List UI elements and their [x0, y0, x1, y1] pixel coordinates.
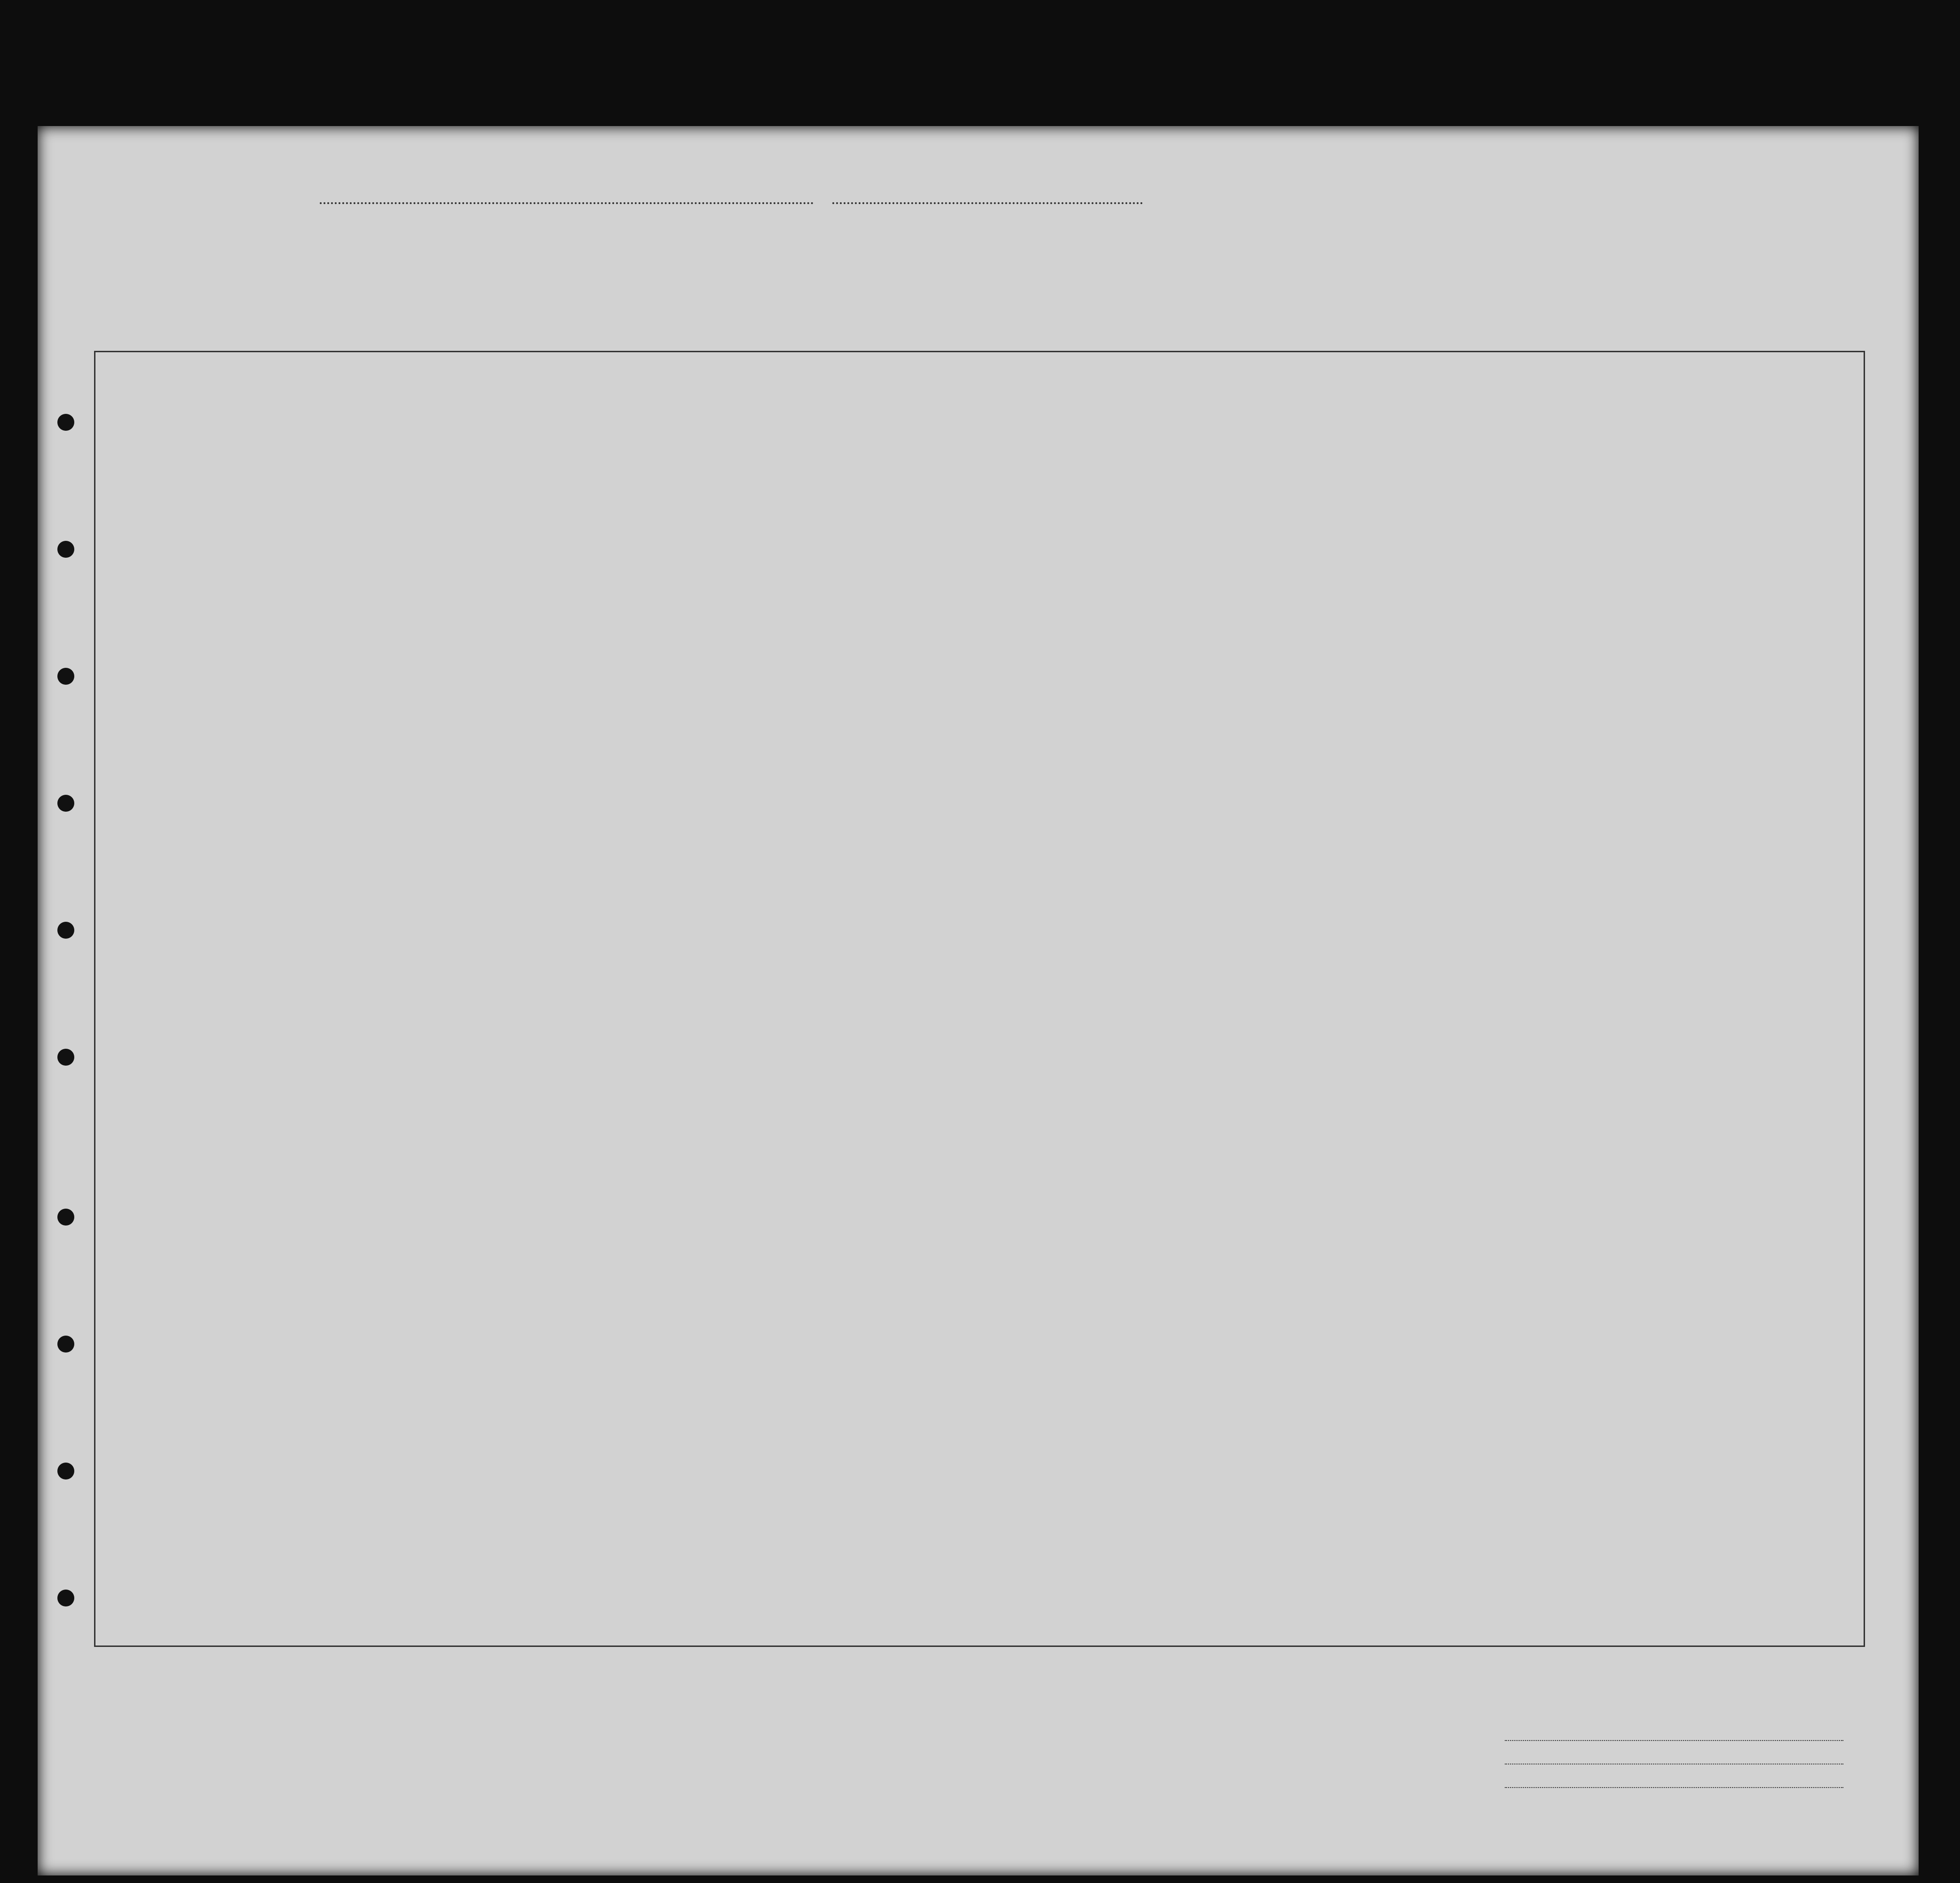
port-underline — [320, 202, 814, 204]
local-agents-field — [1505, 1787, 1843, 1788]
line-field — [1505, 1740, 1843, 1741]
binder-hole — [57, 1209, 74, 1226]
manifest-table — [94, 351, 1865, 1647]
binder-hole — [57, 922, 74, 939]
binder-hole — [57, 1590, 74, 1606]
date-underline — [832, 202, 1143, 204]
binder-hole — [57, 1463, 74, 1480]
binder-hole — [57, 1049, 74, 1066]
binder-hole — [57, 668, 74, 685]
binder-hole — [57, 1336, 74, 1353]
binder-hole — [57, 795, 74, 812]
binder-hole — [57, 541, 74, 558]
binder-hole — [57, 414, 74, 431]
